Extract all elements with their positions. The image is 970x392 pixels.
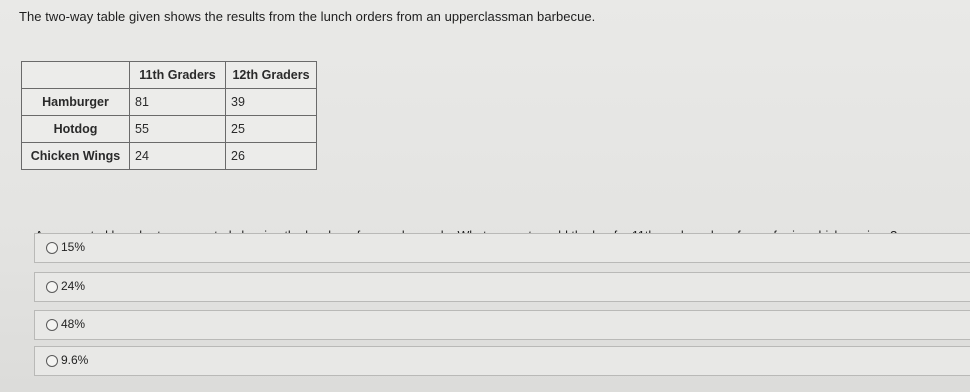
table-header-row — [22, 62, 317, 89]
cell-hamburger-12th: 39 — [226, 89, 317, 116]
answer-option-label: 48% — [61, 317, 86, 331]
answer-option[interactable] — [34, 233, 970, 263]
cell-hamburger-11th: 81 — [130, 89, 226, 116]
cell-chicken-wings-12th: 26 — [226, 143, 317, 170]
row-label-hamburger: Hamburger — [22, 89, 130, 116]
cell-hotdog-12th: 25 — [226, 116, 317, 143]
radio-button[interactable] — [46, 281, 58, 293]
cell-hotdog-11th: 55 — [130, 116, 226, 143]
answer-option-label: 24% — [61, 279, 86, 293]
header-12th-graders: 12th Graders — [226, 62, 317, 89]
answer-option[interactable] — [34, 272, 970, 302]
intro-text: The two-way table given shows the results from the lunch orders from an upperclassman barbecue. — [19, 9, 596, 24]
answer-option-label: 15% — [61, 240, 86, 254]
header-empty-cell — [22, 62, 130, 89]
radio-button[interactable] — [46, 242, 58, 254]
two-way-table — [21, 61, 317, 170]
table-row — [22, 143, 317, 170]
answer-option[interactable] — [34, 346, 970, 376]
radio-button[interactable] — [46, 319, 58, 331]
row-label-hotdog: Hotdog — [22, 116, 130, 143]
table-row — [22, 116, 317, 143]
answer-option-label: 9.6% — [61, 353, 89, 367]
radio-button[interactable] — [46, 355, 58, 367]
table-row — [22, 89, 317, 116]
row-label-chicken-wings: Chicken Wings — [22, 143, 130, 170]
answer-option[interactable] — [34, 310, 970, 340]
cell-chicken-wings-11th: 24 — [130, 143, 226, 170]
header-11th-graders: 11th Graders — [130, 62, 226, 89]
